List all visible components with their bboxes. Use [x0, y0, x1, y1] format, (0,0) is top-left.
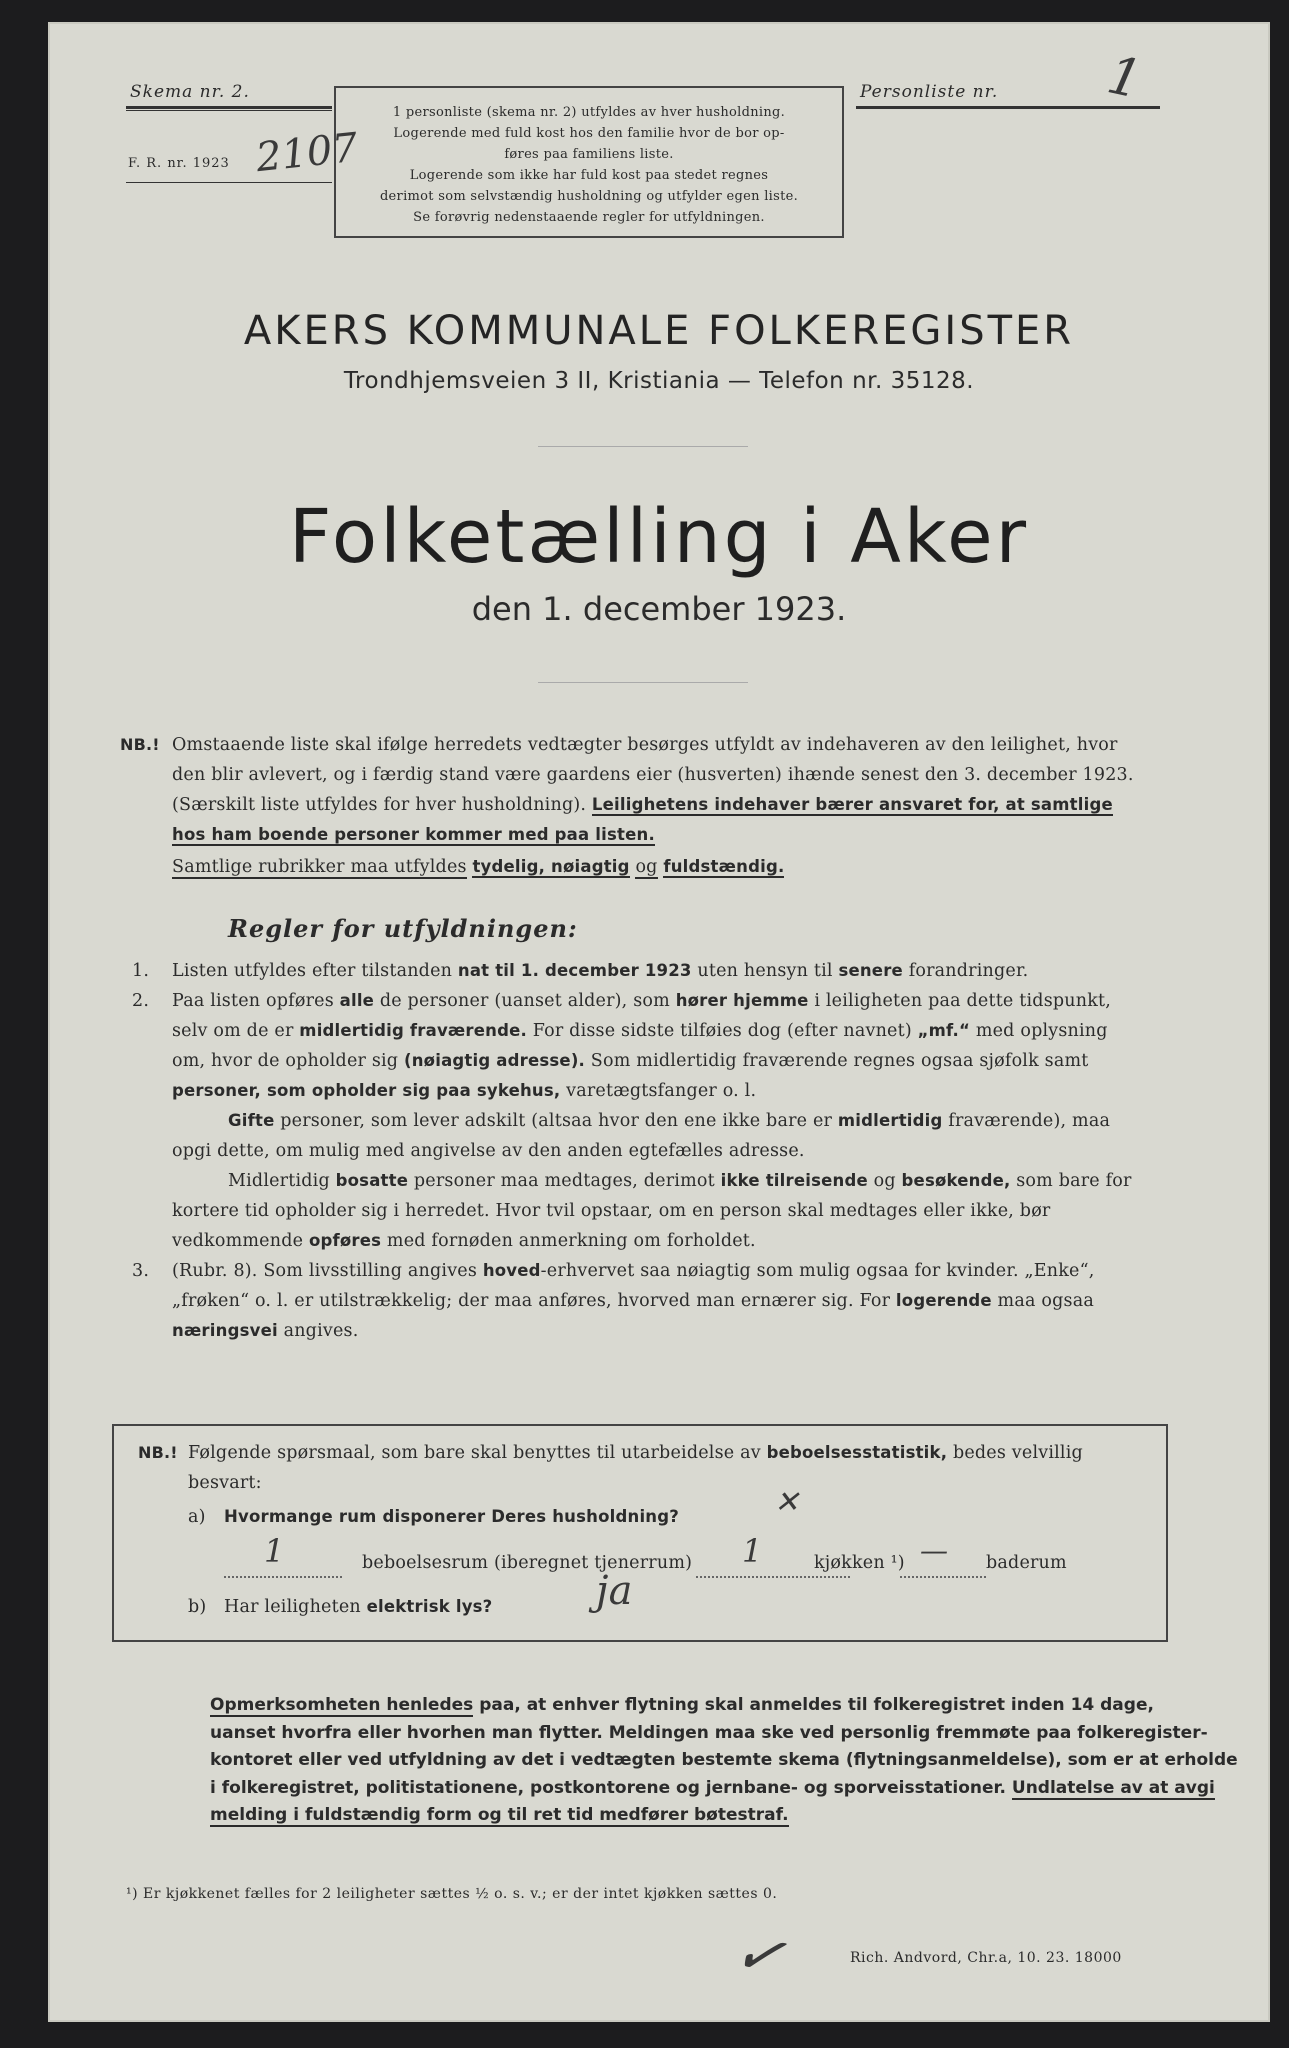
- office-title: AKERS KOMMUNALE FOLKEREGISTER: [243, 308, 1075, 354]
- nb-emphasis: hos ham boende personer kommer med paa listen.: [172, 825, 655, 844]
- nb2-line: Følgende spørsmaal, som bare skal benyttes til utarbeidelse av beboelsesstatistik, bedes velvillig: [188, 1443, 1083, 1463]
- info-line: Logerende med fuld kost hos den familie hvor de bor op-: [393, 126, 785, 141]
- handwritten-mark: ✕: [774, 1485, 800, 1520]
- info-line: Se forøvrig nedenstaaende regler for utfyldningen.: [413, 210, 765, 225]
- rule-line: personer, som opholder sig paa sykehus, varetægtsfanger o. l.: [172, 1081, 757, 1101]
- nb-emphasis: Leilighetens indehaver bærer ansvaret for, at samtlige: [591, 795, 1113, 814]
- info-line: Logerende som ikke har fuld kost paa stedet regnes: [409, 168, 769, 183]
- rooms-field[interactable]: [224, 1532, 342, 1578]
- nb-line: [172, 852, 784, 882]
- divider: [126, 182, 332, 183]
- rule-line: Listen utfyldes efter tilstanden nat til 1. december 1923 uten hensyn til senere forandringer.: [172, 961, 1029, 981]
- personliste-label: Personliste nr.: [860, 82, 999, 102]
- kitchen-value: 1: [742, 1532, 763, 1570]
- info-line: derimot som selvstændig husholdning og utfylder egen liste.: [379, 189, 799, 204]
- rule-line: Paa listen opføres alle de personer (uanset alder), som hører hjemme i leiligheten paa dette tidspunkt,: [172, 991, 1112, 1011]
- rules-heading: Regler for utfyldningen:: [228, 914, 578, 943]
- check-mark: ✓: [726, 1914, 793, 1996]
- rule-line: selv om de er midlertidig fraværende. For disse sidste tilføies dog (efter navnet) „mf.“ med oplysning: [172, 1021, 1108, 1041]
- nb-text: (Særskilt liste utfyldes for hver husholdning).: [172, 795, 587, 815]
- rule-line: Midlertidig bosatte personer maa medtages, derimot ikke tilreisende og besøkende, som bare for: [228, 1171, 1132, 1191]
- printer-imprint: Rich. Andvord, Chr.a, 10. 23. 18000: [850, 1950, 1122, 1966]
- fr-number-handwritten: 2107: [253, 124, 360, 182]
- nb-emphasis: tydelig, nøiagtig: [472, 857, 630, 876]
- notice-line: uanset hvorfra eller hvorhen man flytter. Meldingen maa ske ved personlig fremmøte paa folkeregister-: [210, 1722, 1208, 1743]
- rule-line: (Rubr. 8). Som livsstilling angives hoved-erhvervet saa nøiagtig som mulig ogsaa for kvinder. „Enke“,: [172, 1261, 1095, 1281]
- bath-field[interactable]: [900, 1534, 986, 1578]
- bath-label: baderum: [986, 1553, 1067, 1573]
- nb-line: den blir avlevert, og i færdig stand være gaardens eier (husverten) ihænde senest den 3. december 1923.: [172, 765, 1134, 785]
- rule-line: vedkommende opføres med fornøden anmerkning om forholdet.: [172, 1231, 756, 1251]
- household-info-box: [334, 86, 844, 238]
- rule-line: „frøken“ o. l. er utilstrækkelig; der maa anføres, hvorved man ernærer sig. For logerende maa ogsaa: [172, 1291, 1094, 1311]
- office-address: Trondhjemsveien 3 II, Kristiania — Telefon nr. 35128.: [343, 368, 975, 394]
- rule-line: Gifte personer, som lever adskilt (altsaa hvor den ene ikke bare er midlertidig fraværende), maa: [228, 1111, 1111, 1131]
- info-line: føres paa familiens liste.: [504, 147, 674, 162]
- rule-line: opgi dette, om mulig med angivelse av den anden egtefælles adresse.: [172, 1141, 805, 1161]
- question-letter: b): [188, 1597, 207, 1617]
- electric-answer-handwritten[interactable]: ja: [596, 1568, 633, 1614]
- footnote: ¹) Er kjøkkenet fælles for 2 leiligheter sættes ½ o. s. v.; er der intet kjøkken sættes 0.: [126, 1886, 778, 1902]
- divider: [126, 110, 332, 111]
- page-title: Folketælling i Aker: [288, 494, 1030, 580]
- census-form-page: [48, 22, 1270, 2022]
- rule-line: næringsvei angives.: [172, 1321, 359, 1341]
- notice-line: i folkeregistret, politistationene, postkontorene og jernbane- og sporveisstationer. Undlatelse av at avgi: [210, 1777, 1215, 1798]
- nb-label: NB.!: [120, 735, 160, 754]
- personliste-number-handwritten: 1: [1102, 45, 1147, 111]
- info-line: 1 personliste (skema nr. 2) utfyldes av hver husholdning.: [392, 105, 786, 120]
- nb-text: Samtlige rubrikker maa utfyldes: [172, 857, 467, 877]
- census-date: den 1. december 1923.: [471, 590, 847, 628]
- question-rooms: Hvormange rum disponerer Deres husholdning?: [224, 1507, 680, 1526]
- divider: [538, 446, 748, 447]
- divider: [126, 106, 332, 109]
- rooms-value: 1: [264, 1532, 285, 1570]
- divider: [538, 682, 748, 683]
- nb-label: NB.!: [138, 1443, 178, 1462]
- nb-text: og: [635, 857, 658, 877]
- rule-line: kortere tid opholder sig i herredet. Hvor tvil opstaar, om en person skal medtages eller ikke, bør: [172, 1201, 1051, 1221]
- question-letter: a): [188, 1507, 206, 1527]
- question-electric: Har leiligheten elektrisk lys?: [224, 1597, 493, 1617]
- nb-line: Omstaaende liste skal ifølge herredets vedtægter besørges utfyldt av indehaveren av den leilighet, hvor: [172, 735, 1118, 755]
- nb-line: [172, 790, 1113, 820]
- rule-line: om, hvor de opholder sig (nøiagtig adresse). Som midlertidig fraværende regnes ogsaa sjøfolk samt: [172, 1051, 1089, 1071]
- notice-line: kontoret eller ved utfyldning av det i vedtægten bestemte skema (flytningsanmeldelse), som er at erholde: [210, 1750, 1238, 1770]
- notice-line: melding i fuldstændig form og til ret tid medfører bøtestraf.: [210, 1805, 789, 1825]
- notice-line: Opmerksomheten henledes paa, at enhver flytning skal anmeldes til folkeregistret inden 14 dage,: [210, 1695, 1154, 1715]
- kitchen-label: kjøkken ¹): [814, 1553, 905, 1573]
- housing-statistics-box: [112, 1424, 1168, 1642]
- rooms-label: beboelsesrum (iberegnet tjenerrum): [362, 1553, 693, 1573]
- fr-number-label: F. R. nr. 1923: [128, 156, 230, 171]
- skema-number: Skema nr. 2.: [130, 82, 250, 102]
- rule-number: 1.: [132, 961, 150, 981]
- nb-emphasis: fuldstændig.: [663, 857, 785, 876]
- bath-value: —: [920, 1534, 949, 1567]
- nb2-line: besvart:: [188, 1473, 262, 1493]
- rule-number: 2.: [132, 991, 150, 1011]
- rule-number: 3.: [132, 1261, 150, 1281]
- nb-line: [172, 820, 655, 850]
